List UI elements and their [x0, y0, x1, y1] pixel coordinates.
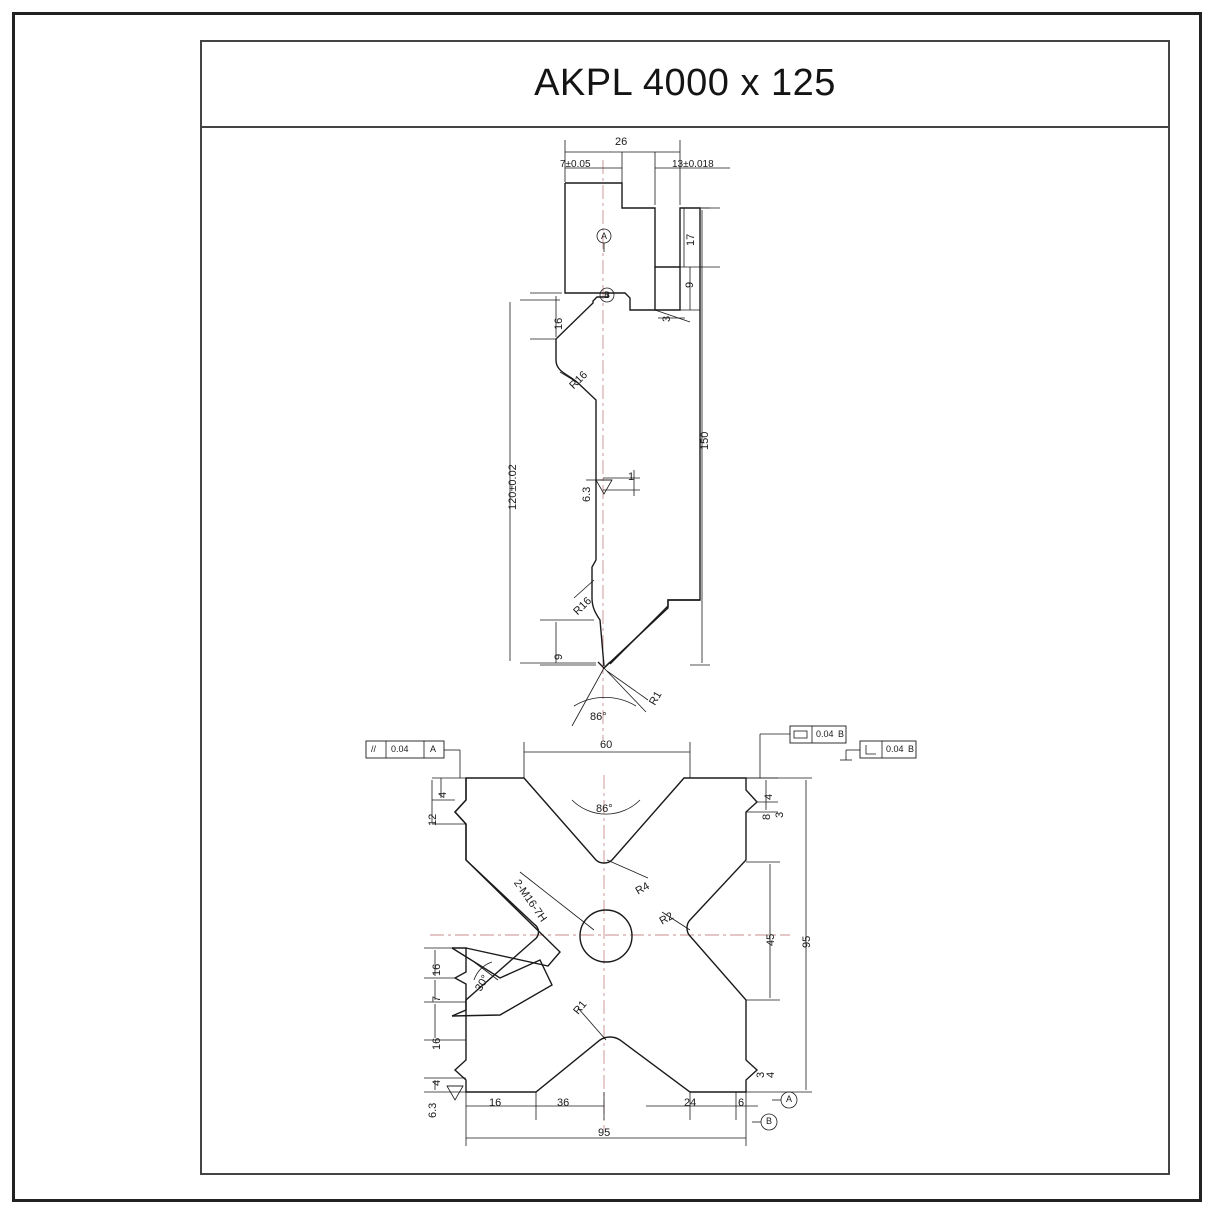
dim-die-half-height: 45 [765, 933, 777, 946]
dim-die-bottom-step-4: 6 [738, 1097, 745, 1109]
dim-die-vee-angle: 86° [596, 803, 613, 815]
gdt-parallelism-tolerance: 0.04 [391, 744, 409, 754]
surface-finish-die: 6.3 [427, 1102, 439, 1118]
dim-die-edge-chamfer-tl: 4 [437, 791, 449, 798]
dim-punch-shoulder-width: 16 [553, 317, 565, 330]
dim-die-side-angle: 30° [473, 973, 492, 994]
gdt-perpendicularity-datum: B [908, 744, 915, 754]
dim-die-bottom-small-2: 4 [765, 1071, 777, 1078]
dim-die-overall-height: 95 [801, 935, 813, 948]
dim-die-side-step-1: 16 [431, 963, 443, 976]
dim-die-bottom-step-2: 36 [557, 1097, 570, 1109]
dim-die-edge-mark-tr: 3 [774, 811, 786, 818]
surface-finish-punch: 6.3 [581, 486, 593, 502]
dim-punch-top-right-width: 13±0.018 [672, 159, 714, 170]
dim-punch-angle: 86° [590, 711, 607, 723]
punch-dimensions-top [507, 140, 730, 726]
dim-punch-total-height: 150 [699, 431, 711, 450]
dim-die-shoulder-radius: R2 [657, 910, 676, 928]
datum-label-a-die: A [786, 1094, 793, 1104]
dim-punch-radius-lower: R16 [571, 595, 595, 618]
dim-punch-working-height: 120±0.02 [507, 464, 519, 510]
dim-die-vee-opening: 60 [600, 739, 613, 751]
dim-punch-notch-width: 3 [661, 315, 673, 322]
dim-punch-flat-face: 1 [628, 471, 635, 483]
dim-die-bottom-step-3: 24 [684, 1097, 697, 1109]
dim-punch-tip-height: 9 [553, 653, 565, 660]
dim-die-thread: 2-M16-7H [510, 877, 549, 925]
gdt-parallelism-datum: A [430, 744, 437, 754]
datum-label-b-die: B [766, 1116, 773, 1126]
dim-die-bottom-radius: R1 [571, 998, 590, 1018]
dim-die-side-step-4: 4 [431, 1079, 443, 1086]
dim-punch-top-left-width: 7±0.05 [560, 159, 591, 170]
dim-punch-notch-height: 9 [684, 281, 696, 288]
dim-punch-radius-upper: R16 [567, 369, 591, 392]
datum-label-b-punch: B [604, 290, 611, 300]
dim-die-edge-height-tr: 8 [761, 813, 773, 820]
dim-die-bottom-total: 95 [598, 1127, 611, 1139]
dim-die-vee-radius: R4 [633, 880, 652, 898]
dim-die-edge-chamfer-tr: 4 [763, 793, 775, 800]
gdt-parallelism-symbol: // [371, 744, 377, 754]
gdt-flatness-datum: B [838, 729, 845, 739]
gdt-flatness-tolerance: 0.04 [816, 729, 834, 739]
dim-punch-shank-height: 17 [685, 233, 697, 246]
dim-die-edge-height-tl: 12 [427, 813, 439, 826]
dim-die-side-step-3: 16 [431, 1037, 443, 1050]
gdt-perpendicularity-tolerance: 0.04 [886, 744, 904, 754]
datum-label-a-punch: A [601, 231, 608, 241]
dim-die-side-step-2: 7 [431, 995, 443, 1002]
die-dimensions [424, 739, 812, 1146]
dim-punch-tip-radius: R1 [647, 689, 665, 708]
dim-die-bottom-small: 3 [755, 1071, 767, 1078]
dim-punch-top-width: 26 [615, 136, 628, 148]
drawing-title: AKPL 4000 x 125 [534, 61, 836, 104]
dim-die-bottom-step-1: 16 [489, 1097, 502, 1109]
